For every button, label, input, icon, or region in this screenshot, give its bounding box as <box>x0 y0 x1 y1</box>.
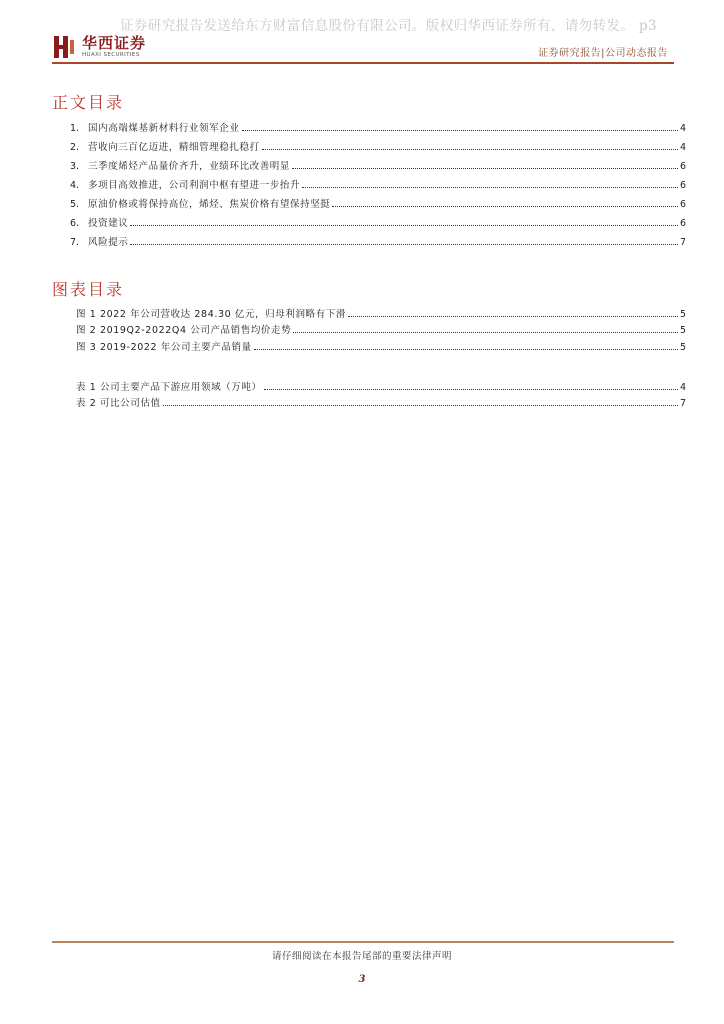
toc-item-page: 6 <box>680 180 687 191</box>
figure-item[interactable] <box>76 320 686 337</box>
figure-item-title: 图 1 2022 年公司营收达 284.30 亿元，归母利润略有下滑 <box>76 308 346 320</box>
company-logo <box>52 32 146 62</box>
toc-item[interactable] <box>70 172 686 191</box>
toc-item[interactable] <box>70 191 686 210</box>
table-item-title: 表 1 公司主要产品下游应用领域（万吨） <box>76 381 262 393</box>
header-divider <box>52 62 674 64</box>
toc-item-page: 6 <box>680 218 687 229</box>
toc-item-number: 1. <box>70 123 80 134</box>
figure-item[interactable] <box>76 303 686 320</box>
toc-leader-dots <box>163 404 678 406</box>
toc-leader-dots <box>262 148 678 150</box>
table-item[interactable] <box>76 393 686 410</box>
figure-list <box>76 303 686 353</box>
report-type-label: 证券研究报告|公司动态报告 <box>538 48 668 59</box>
table-item-title: 表 2 可比公司估值 <box>76 398 161 409</box>
toc-item[interactable] <box>70 229 686 248</box>
figures-title: 图表目录 <box>52 280 125 299</box>
figure-item-title: 图 2 2019Q2-2022Q4 公司产品销售均价走势 <box>76 325 292 336</box>
figure-item-page: 5 <box>680 308 687 320</box>
toc-leader-dots <box>264 388 678 390</box>
toc-item-title: 风险提示 <box>88 237 129 248</box>
toc-title: 正文目录 <box>52 93 125 112</box>
watermark: 证券研究报告发送给东方财富信息股份有限公司。版权归华西证券所有，请勿转发。 p3 <box>120 18 658 34</box>
figure-item-page: 5 <box>680 325 687 336</box>
logo-name-en: HUAXI SECURITIES <box>82 52 140 58</box>
huaxi-logo-icon <box>52 34 76 60</box>
toc-item-title: 原油价格或将保持高位，烯烃、焦炭价格有望保持坚挺 <box>88 199 331 210</box>
footer-divider <box>52 941 674 943</box>
toc-item-title: 三季度烯烃产品量价齐升，业绩环比改善明显 <box>88 161 291 172</box>
figure-item-page: 5 <box>680 341 687 353</box>
toc-item-page: 7 <box>680 237 687 248</box>
toc-item[interactable] <box>70 153 686 172</box>
figure-item-title: 图 3 2019-2022 年公司主要产品销量 <box>76 341 252 353</box>
toc-leader-dots <box>302 186 678 188</box>
figure-item[interactable] <box>76 336 686 353</box>
toc-item-page: 4 <box>680 123 687 134</box>
toc-item[interactable] <box>70 134 686 153</box>
toc-leader-dots <box>254 348 678 350</box>
toc-item-number: 2. <box>70 142 80 153</box>
toc-leader-dots <box>348 315 678 317</box>
toc-item-title: 投资建议 <box>88 218 129 229</box>
toc-item-page: 6 <box>680 161 687 172</box>
table-item-page: 4 <box>680 381 687 393</box>
toc-leader-dots <box>292 167 678 169</box>
table-item[interactable] <box>76 376 686 393</box>
toc-item-number: 3. <box>70 161 80 172</box>
table-list <box>76 376 686 409</box>
toc-list <box>70 115 686 248</box>
toc-leader-dots <box>332 205 678 207</box>
toc-item-number: 4. <box>70 180 80 191</box>
toc-item[interactable] <box>70 115 686 134</box>
toc-item-title: 多项目高效推进，公司利润中枢有望进一步抬升 <box>88 180 301 191</box>
toc-item-number: 7. <box>70 237 80 248</box>
toc-leader-dots <box>130 243 678 245</box>
toc-leader-dots <box>130 224 678 226</box>
toc-item-number: 5. <box>70 199 80 210</box>
toc-item-title: 营收向三百亿迈进，精细管理稳扎稳打 <box>88 142 260 153</box>
toc-item-page: 4 <box>680 142 687 153</box>
toc-item-number: 6. <box>70 218 80 229</box>
table-item-page: 7 <box>680 398 687 409</box>
toc-item-title: 国内高端煤基新材料行业领军企业 <box>88 123 240 134</box>
legal-disclaimer: 请仔细阅读在本报告尾部的重要法律声明 <box>271 951 452 962</box>
page-number: 3 <box>358 974 366 985</box>
toc-item[interactable] <box>70 210 686 229</box>
toc-leader-dots <box>293 331 678 333</box>
logo-name-cn: 华西证券 <box>82 34 147 52</box>
toc-item-page: 6 <box>680 199 687 210</box>
toc-leader-dots <box>242 129 678 131</box>
